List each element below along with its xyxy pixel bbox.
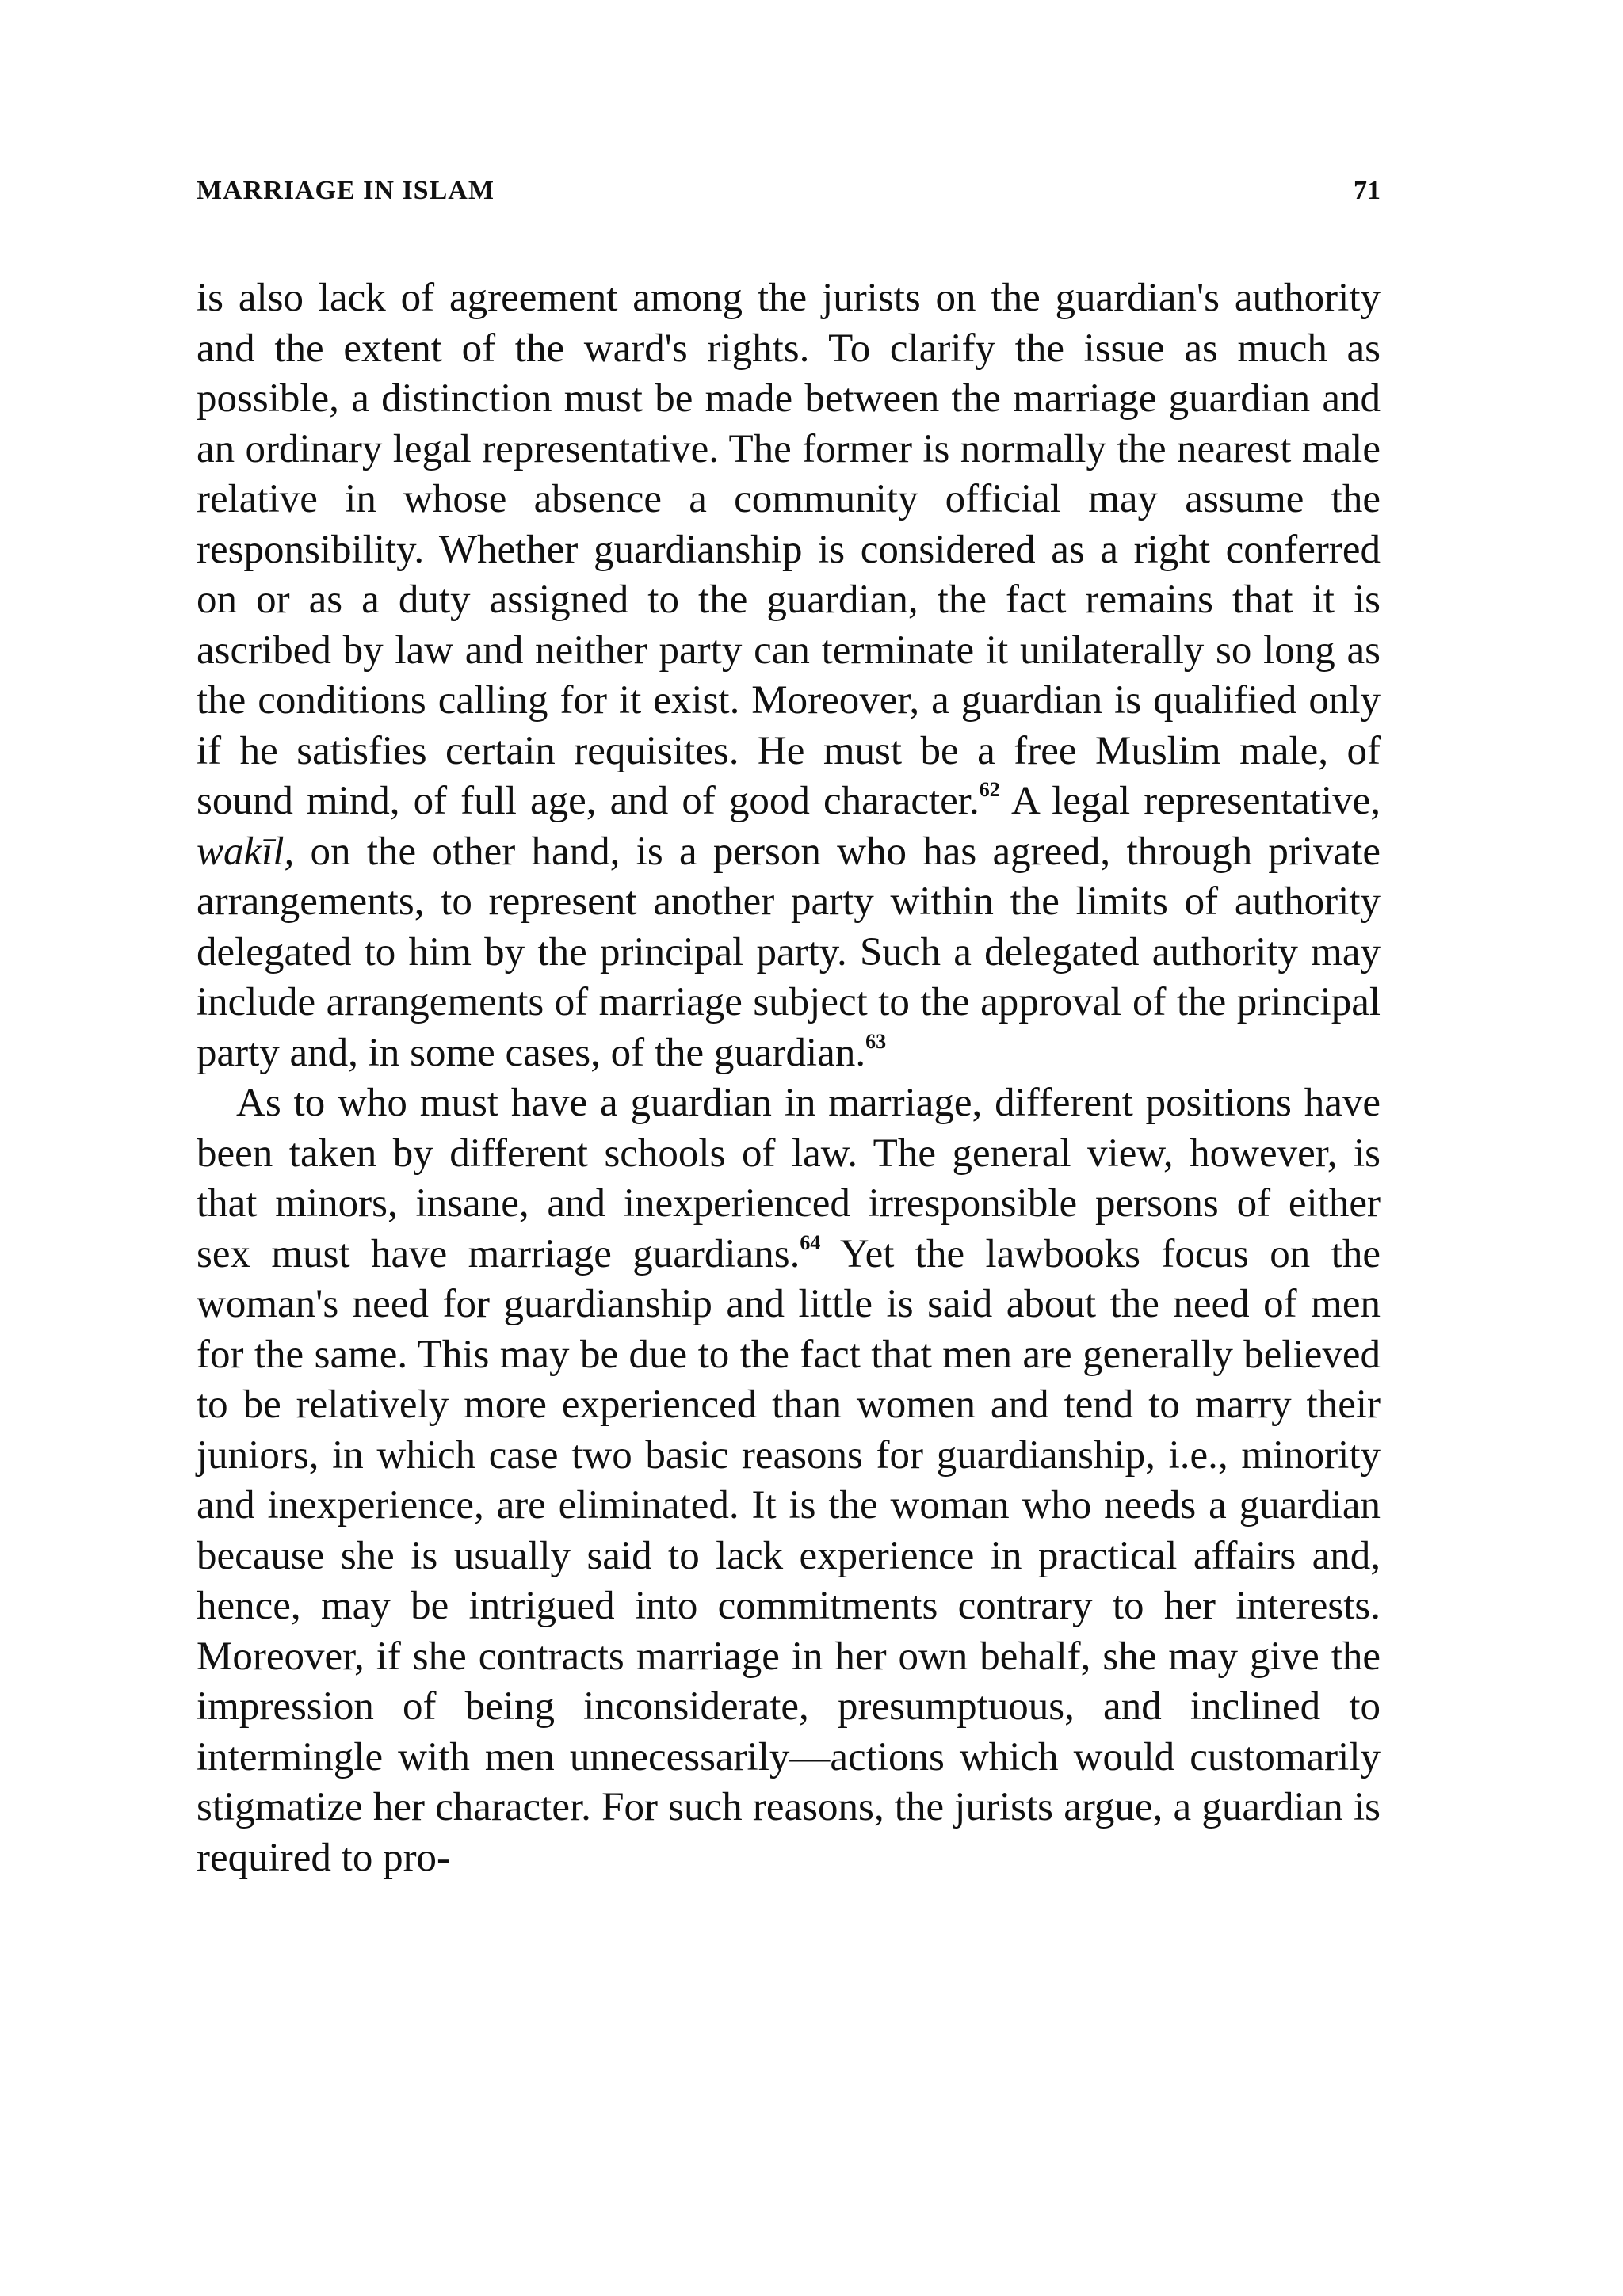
page-number: 71	[1354, 176, 1381, 205]
paragraph-2	[197, 1078, 1381, 1883]
paragraph-1-text-b: A legal representative,	[999, 779, 1381, 823]
italic-term-wakil: wakīl,	[197, 829, 295, 874]
paragraph-1	[197, 273, 1381, 1078]
paragraph-1-text-a: is also lack of agreement among the jurists on the guardian's authority and the extent of the ward's rights. To clarify the issue as much as possible, a distinction must be made between the marriage guardian and an ordinary legal representative. The former is normally the nearest male relative in whose absence a community official may assume the responsibility. Whether guardianship is considered as a right conferred on or as a duty assigned to the guardian, the fact remains that it is ascribed by law and neither party can terminate it unilaterally so long as the conditions calling for it exist. Moreover, a guardian is qualified only if he satisfies certain requisites. He must be a free Muslim male, of sound mind, of full age, and of good character.	[197, 276, 1381, 823]
paragraph-2-text-a: As to who must have a guardian in marriage, different positions have been taken by different schools of law. The general view, however, is that minors, insane, and inexperienced irresponsible persons of either sex must have marriage guardians.	[197, 1081, 1381, 1276]
paragraph-1-text-c: on the other hand, is a person who has agreed, through private arrangements, to represent another party within the limits of authority delegated to him by the principal party. Such a delegated authority may include arrangements of marriage subject to the approval of the principal party and, in some cases, of the guardian.	[197, 829, 1381, 1075]
running-title: MARRIAGE IN ISLAM	[197, 176, 495, 205]
paragraph-2-text-b: Yet the lawbooks focus on the woman's need for guardianship and little is said about the need of men for the same. This may be due to the fact that men are generally believed to be relatively more experienced than women and tend to marry their juniors, in which case two basic reasons for guardianship, i.e., minority and inexperience, are eliminated. It is the woman who needs a guardian because she is usually said to lack experience in practical affairs and, hence, may be intrigued into commitments contrary to her interests. Moreover, if she contracts marriage in her own behalf, she may give the impression of being inconsiderate, presumptuous, and inclined to intermingle with men unnecessarily—actions which would customarily stigmatize her character. For such reasons, the jurists argue, a guardian is required to pro-	[197, 1231, 1381, 1880]
running-head	[197, 176, 1381, 215]
footnote-ref-64: 64	[800, 1230, 821, 1254]
footnote-ref-63: 63	[865, 1029, 887, 1053]
footnote-ref-62: 62	[979, 778, 1000, 801]
body-text	[197, 273, 1381, 1883]
